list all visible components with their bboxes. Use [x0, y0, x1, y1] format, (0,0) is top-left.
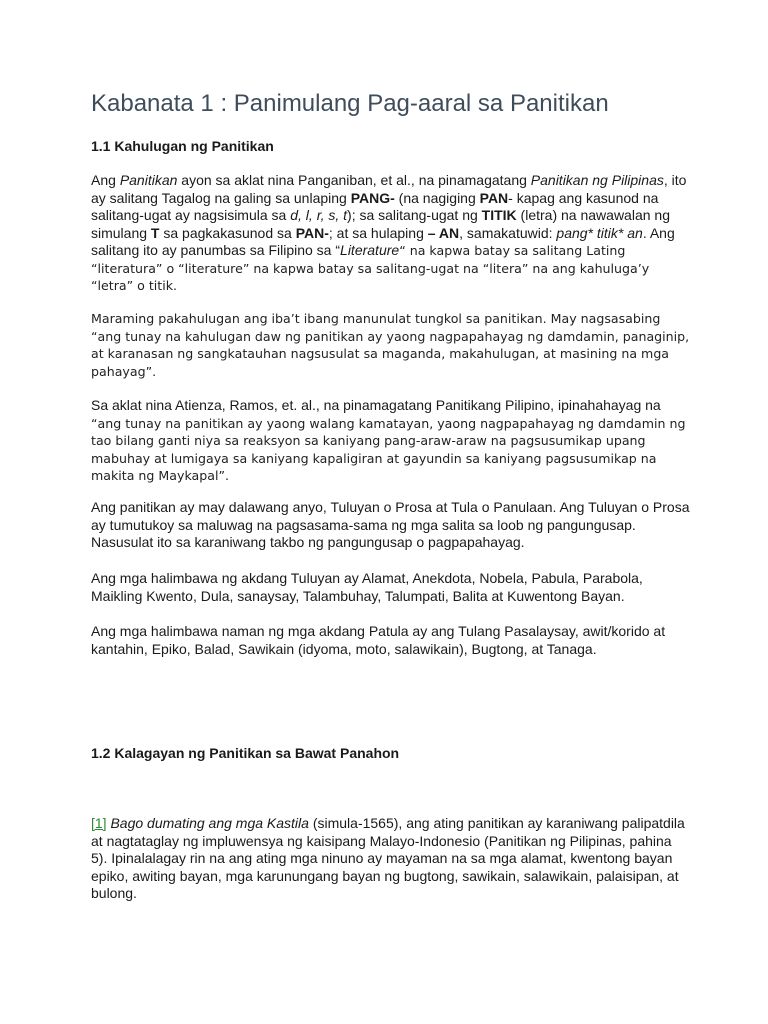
text-run: ); sa salitang-ugat ng [347, 207, 482, 223]
paragraph-atienza [91, 397, 691, 485]
text-run: ; at sa hulaping [328, 224, 428, 241]
text-run: sa pagkakasunod sa [159, 224, 296, 241]
text-run: (letra) na nawawalan ng simulang [91, 207, 670, 241]
bold-run: PAN- [295, 224, 329, 241]
text-run: . Ang salitang ito ay panumbas sa Filipino sa “ [91, 224, 675, 258]
text-run: - kapag ang kasunod na salitang-ugat ay nagsisimula sa [91, 189, 659, 223]
paragraph-bago-kastila [91, 815, 691, 903]
paragraph-patula-halimbawa: Ang mga halimbawa naman ng mga akdang Patula ay ang Tulang Pasalaysay, awit/korido at kantahin, Epiko, Balad, Sawikain (idyoma, moto, salawikain), Bugtong, at Tanaga. [91, 623, 666, 657]
bold-run: PANG- [350, 189, 395, 206]
text-run: (simula-1565), ang ating panitikan ay karaniwang palipatdila at nagtataglay ng impluwensya ng kaisipang Malayo-Indonesio (Panitikan ng Pilipinas, pahina 5). Ipinalalagay rin na ang ating mga ninuno ay mayaman na sa mga alamat, kwentong bayan epiko, awiting bayan, mga karunungang bayan ng bugtong, sawikain, salawikain, palaisipan, at bulong. [91, 815, 685, 901]
bold-run: PAN [479, 189, 509, 206]
text-run: . [173, 277, 177, 293]
text-run: Sa aklat nina Atienza, Ramos, et. al., na pinamagatang Panitikang Pilipino, ipinahahayag na [91, 397, 661, 413]
text-run: (na nagiging [394, 189, 480, 206]
chapter-title: Kabanata 1 : Panimulang Pag-aaral sa Panitikan [91, 90, 609, 117]
quote-run: “ang tunay na panitikan ay yaong walang kamatayan, yaong nagpapahayag ng damdamin ng tao bilang ganti niya sa reaksyon sa kaniyang pang-araw-araw na pagsusumikap upang mabuhay at lumigaya sa kaniyang kapaligiran at gayundin sa kaniyang pagsusumikap na makita ng Maykapal”. [91, 415, 686, 483]
text-run: , samakatuwid: [459, 224, 557, 241]
italic-run: Panitikan ng Pilipinas [530, 172, 664, 188]
bold-run: T [150, 224, 160, 241]
text-run: ayon sa aklat nina Panganiban, et al., na pinamagatang [177, 172, 531, 188]
italic-run: pang* titik* an [556, 224, 643, 241]
paragraph-anyo: Ang panitikan ay may dalawang anyo, Tuluyan o Prosa at Tula o Panulaan. Ang Tuluyan o Prosa ay tumutukoy sa maluwag na pagsasama-sama ng mga salita sa loob ng pangungusap. Nasusulat ito sa karaniwang takbo ng pangungusap o pagpapahayag. [91, 499, 690, 550]
footnote-link[interactable]: [1] [91, 815, 107, 831]
paragraph-kahulugan [91, 172, 691, 295]
text-run: Ang [91, 172, 120, 188]
italic-run: Literature [340, 242, 400, 258]
paragraph-pakahulugan: Maraming pakahulugan ang iba’t ibang manunulat tungkol sa panitikan. May nagsasabing “ang tunay na kahulugan daw ng panitikan ay yaong nagpapahayag ng damdamin, panaginip, at karanasan ng sangkatauhan nagsusulat sa maganda, makahulugan, at masining na mga pahayag”. [91, 311, 690, 379]
italic-run: Bago dumating ang mga Kastila [110, 815, 309, 831]
bold-run: – AN [427, 224, 460, 241]
bold-run: TITIK [481, 207, 517, 223]
section-heading-1-2: 1.2 Kalagayan ng Panitikan sa Bawat Panahon [91, 745, 400, 761]
italic-run: Panitikan [119, 172, 178, 188]
text-run: “ na kapwa batay sa salitang Lating “literatura” o “literature” na kapwa batay sa salitang-ugat na “litera” na ang kahuluga’y “letra” o titik [91, 243, 650, 293]
section-heading-1-1: 1.1 Kahulugan ng Panitikan [91, 138, 274, 154]
paragraph-tuluyan-halimbawa: Ang mga halimbawa ng akdang Tuluyan ay Alamat, Anekdota, Nobela, Pabula, Parabola, Maikling Kwento, Dula, sanaysay, Talambuhay, Talumpati, Balita at Kuwentong Bayan. [91, 570, 643, 604]
text-run: , ito ay salitang Tagalog na galing sa unlaping [91, 172, 687, 206]
italic-run: d, l, r, s, t [290, 207, 348, 223]
